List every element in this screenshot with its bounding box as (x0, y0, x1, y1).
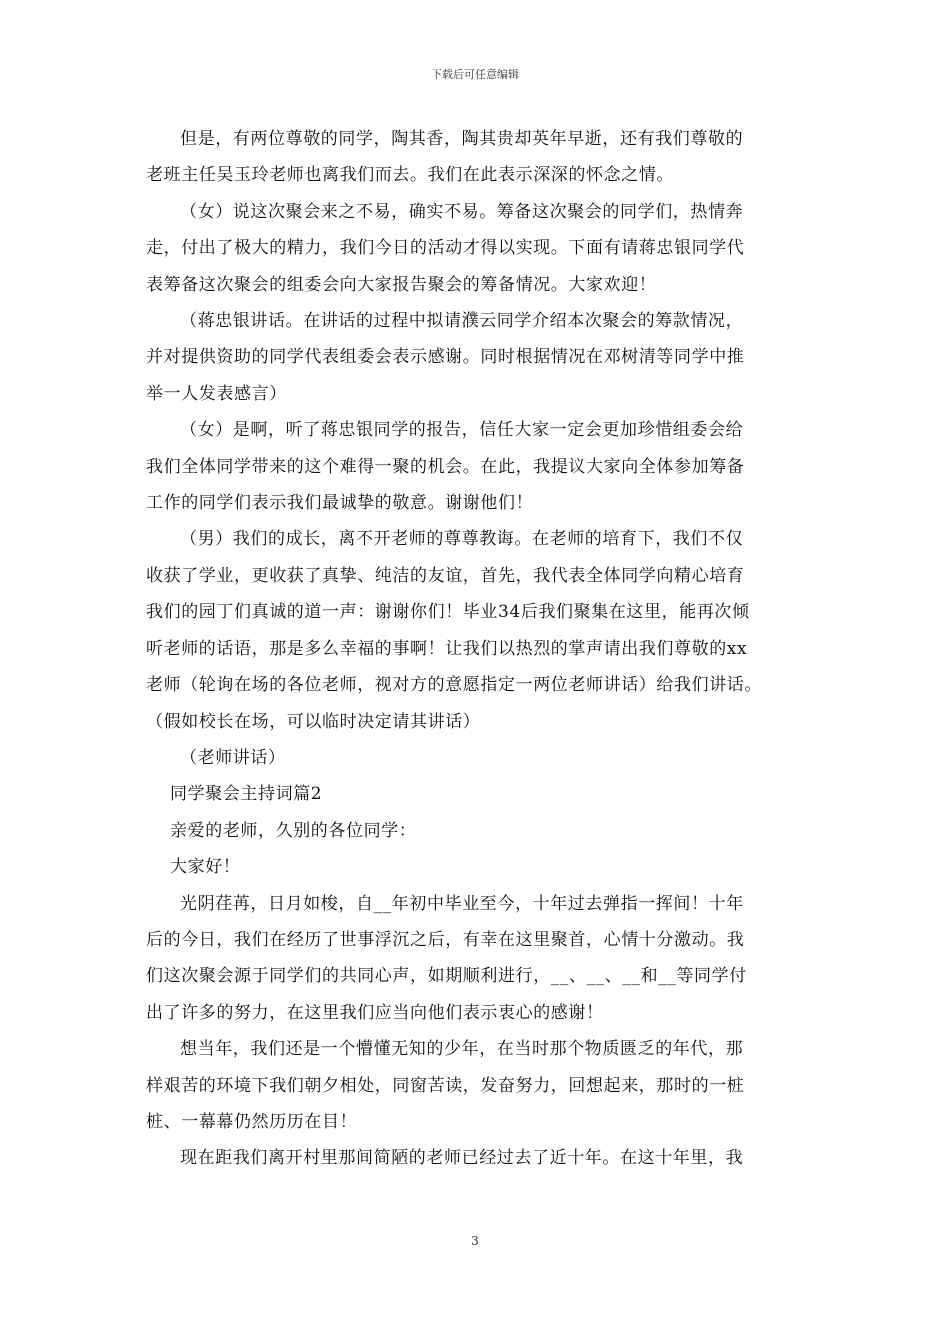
section-heading: 同学聚会主持词篇2 (170, 784, 323, 805)
body-line: （老师讲话） (180, 747, 286, 768)
body-line: 走，付出了极大的精力，我们今日的活动才得以实现。下面有请蒋忠银同学代 (146, 238, 745, 259)
body-line: 桩、一幕幕仍然历历在目！ (146, 1111, 358, 1132)
document-body (146, 121, 826, 1177)
body-line: 并对提供资助的同学代表组委会表示感谢。同时根据情况在邓树清等同学中推 (146, 347, 745, 368)
body-line: （蒋忠银讲话。在讲话的过程中拟请濮云同学介绍本次聚会的筹款情况， (180, 311, 744, 332)
body-line: 老班主任吴玉玲老师也离我们而去。我们在此表示深深的怀念之情。 (146, 165, 674, 186)
body-line: 听老师的话语，那是多么幸福的事啊！让我们以热烈的掌声请出我们尊敬的xx (146, 638, 748, 659)
body-line: 工作的同学们表示我们最诚挚的敬意。谢谢他们！ (146, 493, 534, 514)
body-line: （男）我们的成长，离不开老师的尊尊教诲。在老师的培育下，我们不仅 (180, 529, 744, 550)
page-number: 3 (471, 1234, 479, 1248)
body-line: 样艰苦的环境下我们朝夕相处，同窗苦读，发奋努力，回想起来，那时的一桩 (146, 1075, 745, 1096)
greeting-line: 大家好！ (170, 857, 241, 878)
header-note: 下载后可任意编辑 (431, 68, 519, 81)
body-line: 我们的园丁们真诚的道一声：谢谢你们！毕业34后我们聚集在这里，能再次倾 (146, 602, 750, 623)
body-line: 表筹备这次聚会的组委会向大家报告聚会的筹备情况。大家欢迎！ (146, 274, 657, 295)
body-line: 现在距我们离开村里那间简陋的老师已经过去了近十年。在这十年里，我 (180, 1148, 744, 1169)
body-line: 我们全体同学带来的这个难得一聚的机会。在此，我提议大家向全体参加筹备 (146, 456, 745, 477)
body-line: 光阴荏苒，日月如梭，自__年初中毕业至今，十年过去弹指一挥间！十年 (180, 893, 744, 914)
body-line: （假如校长在场，可以临时决定请其讲话） (146, 711, 481, 732)
body-line: 们这次聚会源于同学们的共同心声，如期顺利进行，__、__、__和__等同学付 (146, 966, 747, 987)
body-line: 但是，有两位尊敬的同学，陶其香，陶其贵却英年早逝，还有我们尊敬的 (180, 129, 744, 149)
body-line: 收获了学业，更收获了真挚、纯洁的友谊，首先，我代表全体同学向精心培育 (146, 565, 745, 586)
body-line: 想当年，我们还是一个懵懂无知的少年，在当时那个物质匮乏的年代，那 (180, 1039, 744, 1060)
body-line: 后的今日，我们在经历了世事浮沉之后，有幸在这里聚首，心情十分激动。我 (146, 929, 745, 950)
salutation-line: 亲爱的老师，久别的各位同学： (170, 820, 417, 841)
body-line: 老师（轮询在场的各位老师，视对方的意愿指定一两位老师讲话）给我们讲话。 (146, 675, 762, 696)
body-line: 举一人发表感言） (146, 383, 287, 404)
body-line: （女）说这次聚会来之不易，确实不易。筹备这次聚会的同学们，热情奔 (180, 201, 744, 222)
body-line: （女）是啊，听了蒋忠银同学的报告，信任大家一定会更加珍惜组委会给 (180, 420, 744, 441)
body-line: 出了许多的努力，在这里我们应当向他们表示衷心的感谢！ (146, 1002, 604, 1023)
